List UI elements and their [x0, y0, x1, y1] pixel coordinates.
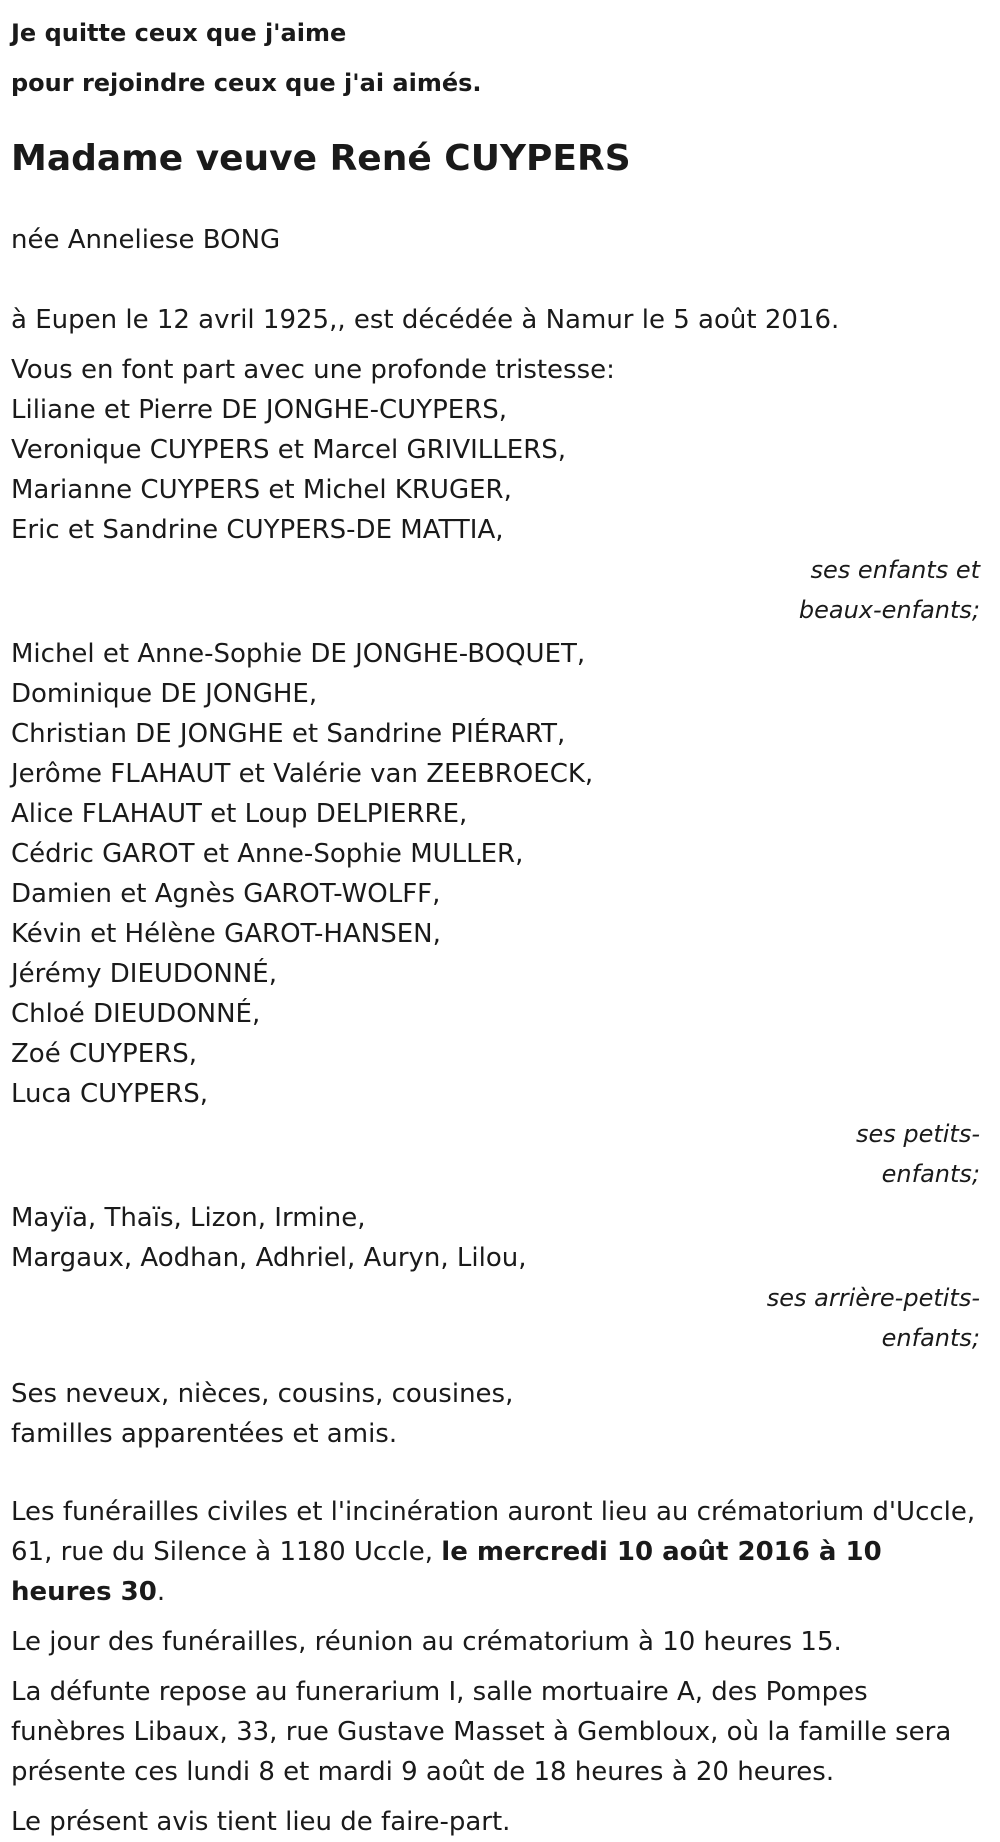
list-item: Mayïa, Thaïs, Lizon, Irmine, — [11, 1203, 366, 1233]
grandchildren-role — [760, 1114, 980, 1194]
epigraph — [11, 0, 989, 108]
notice-line: Le présent avis tient lieu de faire-part. — [11, 1807, 511, 1837]
list-item: Luca CUYPERS, — [11, 1079, 209, 1109]
list-item: Cédric GAROT et Anne-Sophie MULLER, — [11, 839, 524, 869]
children-role-line-2: beaux-enfants; — [798, 596, 980, 624]
great-grandchildren-list — [11, 1198, 989, 1278]
list-item: Liliane et Pierre DE JONGHE-CUYPERS, — [11, 395, 508, 425]
deceased-name-title: Madame veuve René CUYPERS — [11, 138, 631, 179]
list-item: Dominique DE JONGHE, — [11, 679, 318, 709]
list-item: Zoé CUYPERS, — [11, 1039, 197, 1069]
others-line-1: Ses neveux, nièces, cousins, cousines, — [11, 1379, 514, 1409]
list-item: Christian DE JONGHE et Sandrine PIÉRART, — [11, 719, 566, 749]
great-grandchildren-role-line-1: ses arrière-petits- — [766, 1284, 980, 1312]
grandchildren-role-line: ses petits-enfants; — [855, 1120, 980, 1188]
great-grandchildren-role — [760, 1278, 980, 1358]
funeral-text-part-2: . — [156, 1577, 166, 1607]
children-role-line-1: ses enfants et — [810, 556, 980, 584]
grandchildren-list — [11, 634, 989, 1114]
funeral-details — [11, 1492, 989, 1612]
list-item: Eric et Sandrine CUYPERS-DE MATTIA, — [11, 515, 504, 545]
list-item: Margaux, Aodhan, Adhriel, Auryn, Lilou, — [11, 1243, 527, 1273]
maiden-name: née Anneliese BONG — [11, 225, 281, 255]
list-item: Marianne CUYPERS et Michel KRUGER, — [11, 475, 512, 505]
birth-death-line: à Eupen le 12 avril 1925,, est décédée à Namur le 5 août 2016. — [11, 305, 840, 335]
others-line-2: familles apparentées et amis. — [11, 1419, 398, 1449]
epigraph-line-1: Je quitte ceux que j'aime — [11, 19, 347, 47]
list-item: Veronique CUYPERS et Marcel GRIVILLERS, — [11, 435, 567, 465]
funeral-repose: La défunte repose au funerarium I, salle mortuaire A, des Pompes funèbres Libaux, 33, rue Gustave Masset à Gembloux, où la famille sera présente ces lundi 8 et mardi 9 août de 18 heures à 20 heures. — [11, 1677, 952, 1787]
list-item: Chloé DIEUDONNÉ, — [11, 999, 261, 1029]
announcement-intro: Vous en font part avec une profonde tristesse: — [11, 355, 615, 385]
children-role — [760, 550, 980, 630]
list-item: Damien et Agnès GAROT-WOLFF, — [11, 879, 441, 909]
list-item: Jerôme FLAHAUT et Valérie van ZEEBROECK, — [11, 759, 594, 789]
funeral-meeting: Le jour des funérailles, réunion au crématorium à 10 heures 15. — [11, 1627, 842, 1657]
list-item: Alice FLAHAUT et Loup DELPIERRE, — [11, 799, 468, 829]
list-item: Kévin et Hélène GAROT-HANSEN, — [11, 919, 441, 949]
list-item: Michel et Anne-Sophie DE JONGHE-BOQUET, — [11, 639, 586, 669]
epigraph-line-2: pour rejoindre ceux que j'ai aimés. — [11, 69, 482, 97]
list-item: Jérémy DIEUDONNÉ, — [11, 959, 277, 989]
funeral-date-time: le mercredi 10 août 2016 à 10 heures 30 — [11, 1537, 882, 1607]
children-list — [11, 390, 989, 550]
great-grandchildren-role-line-2: enfants; — [881, 1324, 980, 1352]
funeral-text-part-1: Les funérailles civiles et l'incinération auront lieu au crématorium d'Uccle, 61, rue du Silence à 1180 Uccle, — [11, 1497, 976, 1567]
